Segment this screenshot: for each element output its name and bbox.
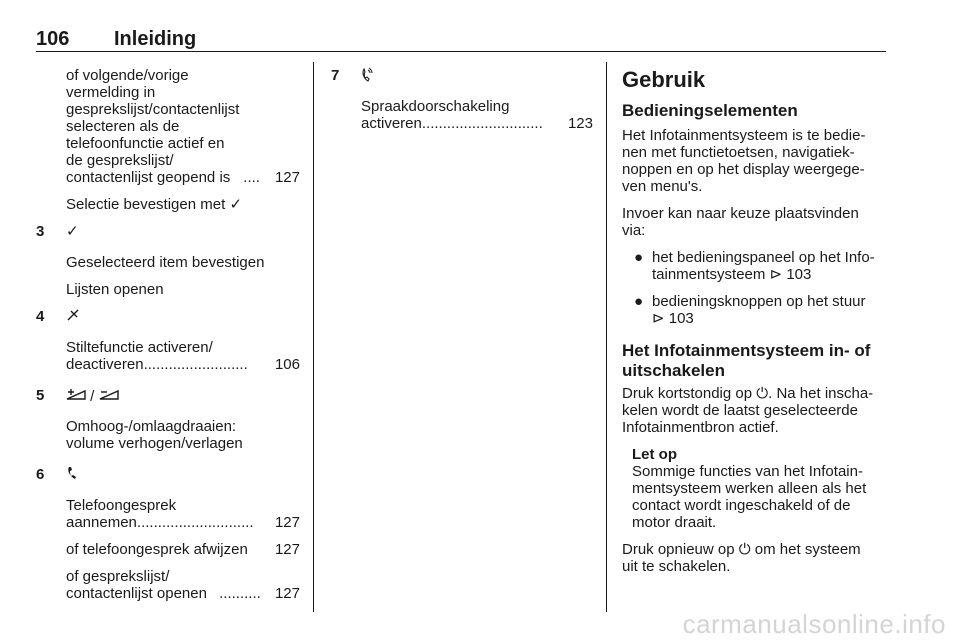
page-ref[interactable]: 103	[786, 266, 812, 283]
check-icon: ✓	[229, 196, 243, 213]
paragraph: Druk kortstondig op ⏻. Na het inscha- kelen wordt de laatst geselecteerde Infotainmentbron actief.	[622, 385, 874, 436]
column-3	[622, 67, 888, 575]
bullet-item: ● bedieningsknoppen op het stuur ⊳ 103	[634, 293, 866, 327]
column-divider-1	[313, 62, 314, 612]
heading-in-uitschakelen: Het Infotainmentsysteem in- of uitschakelen	[622, 341, 871, 380]
intro-line: selecteren als de	[66, 118, 180, 135]
item-number: 4	[36, 308, 45, 325]
voice-icon	[361, 67, 373, 87]
toc-entry[interactable]: activeren ............................. 123	[361, 115, 593, 132]
heading-bedieningselementen: Bedieningselementen	[622, 101, 798, 120]
item-text: of gesprekslijst/	[66, 568, 170, 585]
item-7	[331, 67, 593, 84]
leader-dots: ............................	[136, 514, 254, 531]
leader-dots: ....	[243, 169, 260, 186]
item-6	[36, 466, 300, 483]
note-title: Let op	[632, 446, 677, 463]
page-ref[interactable]: 127	[274, 585, 300, 602]
header-rule	[36, 51, 886, 52]
column-1	[36, 67, 300, 602]
intro-line: gesprekslijst/contactenlijst	[66, 101, 240, 118]
ref-arrow-icon: ⊳	[769, 266, 783, 283]
page-number: 106	[36, 28, 70, 50]
leader-dots: .........................	[143, 356, 248, 373]
item-text: Geselecteerd item bevestigen	[66, 254, 265, 271]
confirm-text: Selectie bevestigen met ✓	[66, 196, 243, 213]
intro-line: de gesprekslijst/	[66, 152, 174, 169]
watermark: carmanualsonline.info	[682, 609, 946, 639]
item-number: 6	[36, 466, 45, 483]
volume-down-icon	[99, 387, 119, 405]
toc-entry[interactable]: of telefoongesprek afwijzen 127	[66, 541, 300, 558]
paragraph: Invoer kan naar keuze plaatsvinden via:	[622, 205, 859, 239]
toc-entry[interactable]: contactenlijst geopend is .... 127	[66, 169, 300, 186]
toc-entry[interactable]: contactenlijst openen .......... 127	[66, 585, 300, 602]
item-4	[36, 308, 300, 325]
check-icon: ✓	[66, 223, 79, 240]
phone-icon	[66, 466, 78, 484]
power-icon: ⏻	[756, 385, 769, 402]
item-number: 3	[36, 223, 45, 240]
heading-gebruik: Gebruik	[622, 67, 706, 92]
leader-dots: ..........	[219, 585, 261, 602]
page-header	[36, 28, 886, 52]
toc-entry[interactable]: aannemen ............................ 127	[66, 514, 300, 531]
item-text: Spraakdoorschakeling	[361, 98, 510, 115]
item-text: Telefoongesprek	[66, 497, 177, 514]
paragraph: Druk opnieuw op ⏻ om het systeem uit te schakelen.	[622, 541, 861, 575]
item-text: Stiltefunctie activeren/	[66, 339, 213, 356]
intro-line: vermelding in	[66, 84, 156, 101]
ref-arrow-icon: ⊳	[652, 310, 665, 327]
note-box: Let op Sommige functies van het Infotain- mentsysteem werken alleen als het contact wordt ingeschakeld of de motor draait.	[632, 446, 888, 531]
volume-up-icon	[66, 387, 86, 405]
item-text: Lijsten openen	[66, 281, 164, 298]
item-number: 5	[36, 387, 45, 404]
section-title: Inleiding	[114, 28, 197, 50]
item-5	[36, 387, 300, 404]
leader-dots: .............................	[421, 115, 543, 132]
page-ref[interactable]: 127	[274, 169, 300, 186]
item-text: volume verhogen/verlagen	[66, 435, 243, 452]
intro-line: of volgende/vorige	[66, 67, 189, 84]
item-3	[36, 223, 300, 240]
column-2	[331, 67, 593, 132]
item-text: Omhoog-/omlaagdraaien:	[66, 418, 237, 435]
intro-line: telefoonfunctie actief en	[66, 135, 225, 152]
paragraph: Het Infotainmentsysteem is te bedie- nen met functietoetsen, navigatiek- noppen en op het display weergege- ven menu's.	[622, 127, 866, 195]
page-ref[interactable]: 103	[668, 310, 694, 327]
icon-separator: /	[90, 388, 95, 405]
page-ref[interactable]: 123	[567, 115, 593, 132]
page-ref[interactable]: 127	[274, 541, 300, 558]
power-icon: ⏻	[738, 541, 751, 558]
mute-icon	[66, 308, 80, 326]
item-number: 7	[331, 67, 340, 84]
bullet-icon: ●	[634, 293, 644, 310]
page-ref[interactable]: 127	[274, 514, 300, 531]
bullet-item: ● het bedieningspaneel op het Info- tainmentsysteem ⊳ 103	[634, 249, 875, 283]
page-ref[interactable]: 106	[274, 356, 300, 373]
bullet-icon: ●	[634, 249, 644, 266]
toc-entry[interactable]: deactiveren ......................... 106	[66, 356, 300, 373]
column-divider-2	[606, 62, 607, 612]
